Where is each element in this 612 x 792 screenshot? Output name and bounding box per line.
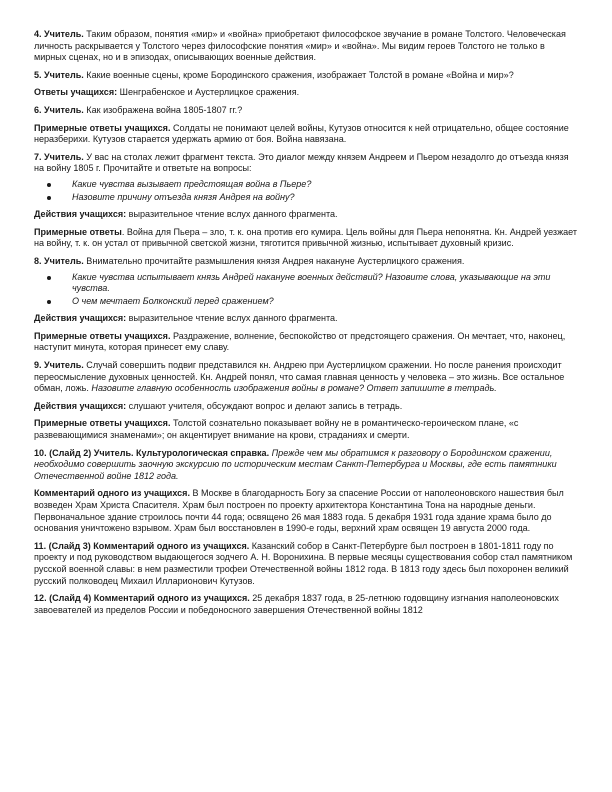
list-item bbox=[72, 192, 578, 204]
list-item bbox=[72, 179, 578, 191]
paragraph-student-actions bbox=[34, 313, 578, 325]
paragraph-text: Как изображена война 1805-1807 гг.? bbox=[83, 104, 243, 115]
list-item-text: Какие чувства вызывает предстоящая война в Пьере? bbox=[72, 178, 312, 189]
paragraph-teacher-9 bbox=[34, 360, 578, 395]
speaker-label: Действия учащихся: bbox=[34, 313, 127, 324]
speaker-label: 6. Учитель. bbox=[34, 104, 84, 115]
paragraph-text: Казанский собор в Санкт-Петербурге был построен в 1801-1811 году по проекту и под руководством выдающегося зодчего А. Н. Воронихина. В первые месяцы существования собор стал памятником русской военной славы: в нем разместили трофеи Отечественной войны 1812 года. В 1813 году здесь был похоронен великий русский полководец Михаил Илларионович Кутузов. bbox=[34, 540, 573, 586]
paragraph-teacher-4 bbox=[34, 29, 578, 64]
speaker-label: Комментарий одного из учащихся. bbox=[34, 488, 190, 499]
paragraph-text: выразительное чтение вслух данного фрагмента. bbox=[126, 209, 338, 220]
paragraph-text: слушают учителя, обсуждают вопрос и делают запись в тетрадь. bbox=[126, 400, 403, 411]
paragraph-teacher-6 bbox=[34, 105, 578, 117]
task-text: Назовите главную особенность изображения войны в романе? Ответ запишите в тетрадь. bbox=[91, 383, 497, 394]
paragraph-text: Прежде чем мы обратимся к разговору о Бородинском сражении, необходимо совершить заочную экскурсию по историческим местам Санкт-Петербурга и Москвы, где есть памятники Отечественной войне 1812 года. bbox=[34, 447, 557, 481]
paragraph-sample-answers bbox=[34, 418, 578, 441]
paragraph-slide-4 bbox=[34, 593, 578, 616]
speaker-label: Примерные ответы учащихся. bbox=[34, 122, 171, 133]
list-item bbox=[72, 296, 578, 308]
question-list-2 bbox=[34, 272, 578, 308]
speaker-label: 9. Учитель. bbox=[34, 360, 84, 371]
list-item bbox=[72, 272, 578, 295]
speaker-label: 10. (Слайд 2) Учитель. Культурологическая справка. bbox=[34, 447, 270, 458]
bullet-icon bbox=[47, 183, 51, 187]
paragraph-text: Внимательно прочитайте размышления князя Андрея накануне Аустерлицкого сражения. bbox=[83, 255, 465, 266]
list-item-text: Назовите причину отъезда князя Андрея на войну? bbox=[72, 191, 295, 202]
speaker-label: 4. Учитель. bbox=[34, 29, 84, 39]
paragraph-teacher-8 bbox=[34, 256, 578, 268]
speaker-label: 7. Учитель. bbox=[34, 151, 84, 162]
paragraph-text: Какие военные сцены, кроме Бородинского сражения, изображает Толстой в романе «Война и мир»? bbox=[83, 69, 514, 80]
speaker-label: Ответы учащихся: bbox=[34, 87, 118, 98]
speaker-label: Действия учащихся: bbox=[34, 209, 127, 220]
paragraph-text: У вас на столах лежит фрагмент текста. Это диалог между князем Андреем и Пьером незадолго до отъезда князя на войну 1805 г. Прочитайте и ответьте на вопросы: bbox=[34, 151, 569, 174]
speaker-label: 5. Учитель. bbox=[34, 69, 84, 80]
paragraph-text: Случай совершить подвиг представился кн. Андрею при Аустерлицком сражении. Но после ранения происходит переосмысление духовных ценностей. Кн. Андрей понял, что самая главная ценность у человека – это жизнь. Все остальное обман, ложь. bbox=[34, 360, 565, 394]
paragraph-sample-answers bbox=[34, 123, 578, 146]
paragraph-text: Солдаты не понимают целей войны, Кутузов относится к ней отрицательно, общее состояние неразберихи. Кутузов старается удержать армию от боя. Война навязана. bbox=[34, 122, 569, 145]
paragraph-student-answers bbox=[34, 87, 578, 99]
speaker-label: 12. (Слайд 4) Комментарий одного из учащихся. bbox=[34, 593, 250, 604]
paragraph-teacher-5 bbox=[34, 70, 578, 82]
paragraph-slide-3 bbox=[34, 541, 578, 587]
paragraph-teacher-10 bbox=[34, 448, 578, 483]
list-item-text: О чем мечтает Болконский перед сражением? bbox=[72, 295, 274, 306]
bullet-icon bbox=[47, 196, 51, 200]
paragraph-text: Толстой сознательно показывает войну не в романтическо-героическом плане, «с развевающимися знаменами»; он акцентирует внимание на крови, страданиях и смерти. bbox=[34, 418, 519, 441]
paragraph-teacher-7 bbox=[34, 152, 578, 175]
paragraph-student-actions bbox=[34, 209, 578, 221]
bullet-icon bbox=[47, 300, 51, 304]
speaker-label: Действия учащихся: bbox=[34, 400, 127, 411]
paragraph-text: выразительное чтение вслух данного фрагмента. bbox=[126, 313, 338, 324]
speaker-label: Примерные ответы учащихся. bbox=[34, 330, 171, 341]
paragraph-text: 25 декабря 1837 года, в 25-летнюю годовщину изгнания наполеоновских завоевателей из пределов России и победоносного завершения Отечественной войны 1812 bbox=[34, 593, 559, 615]
paragraph-sample-answers bbox=[34, 227, 578, 250]
paragraph-text: . Война для Пьера – зло, т. к. она против его кумира. Цель войны для Пьера непонятна. Кн. Андрей уезжает на войну, т. к. он устал от привычной светской жизни, тяготится привычной жизнью, испытывает духовный кризис. bbox=[34, 226, 578, 249]
bullet-icon bbox=[47, 276, 51, 280]
speaker-label: 8. Учитель. bbox=[34, 255, 84, 266]
paragraph-student-actions bbox=[34, 401, 578, 413]
speaker-label: Примерные ответы bbox=[34, 226, 122, 237]
paragraph-student-comment bbox=[34, 488, 578, 534]
paragraph-text: Раздражение, волнение, беспокойство от предстоящего сражения. Он мечтает, что, наконец, наступит минута, которая принесет ему славу. bbox=[34, 330, 566, 353]
speaker-label: Примерные ответы учащихся. bbox=[34, 418, 171, 429]
paragraph-text: Таким образом, понятия «мир» и «война» приобретают философское звучание в романе Толстого. Человеческая личность раскрывается у Толстого через философские понятия «мир» и «война». Мы видим героев Толстого не только в мирных сценах, но и в эпизодах, описывающих военные действия. bbox=[34, 29, 566, 63]
question-list-1 bbox=[34, 179, 578, 203]
list-item-text: Какие чувства испытывает князь Андрей накануне военных действий? Назовите слова, указывающие на эти чувства. bbox=[72, 271, 551, 294]
paragraph-text: Шенграбенское и Аустерлицкое сражения. bbox=[117, 87, 300, 98]
paragraph-text: В Москве в благодарность Богу за спасение России от наполеоновского нашествия был возведен Храм Христа Спасителя. Храм был построен по проекту архитектора Константина Тона на народные деньги. Первоначальное здание строилось почти 44 года; освящено 26 мая 1883 года. 5 декабря 1931 года здание храма было до основания уничтожено взрывом. Храм был восстановлен в 1990-е годы, верхний храм освящен 19 августа 2000 года. bbox=[34, 488, 564, 534]
speaker-label: 11. (Слайд 3) Комментарий одного из учащихся. bbox=[34, 540, 250, 551]
paragraph-sample-answers bbox=[34, 331, 578, 354]
